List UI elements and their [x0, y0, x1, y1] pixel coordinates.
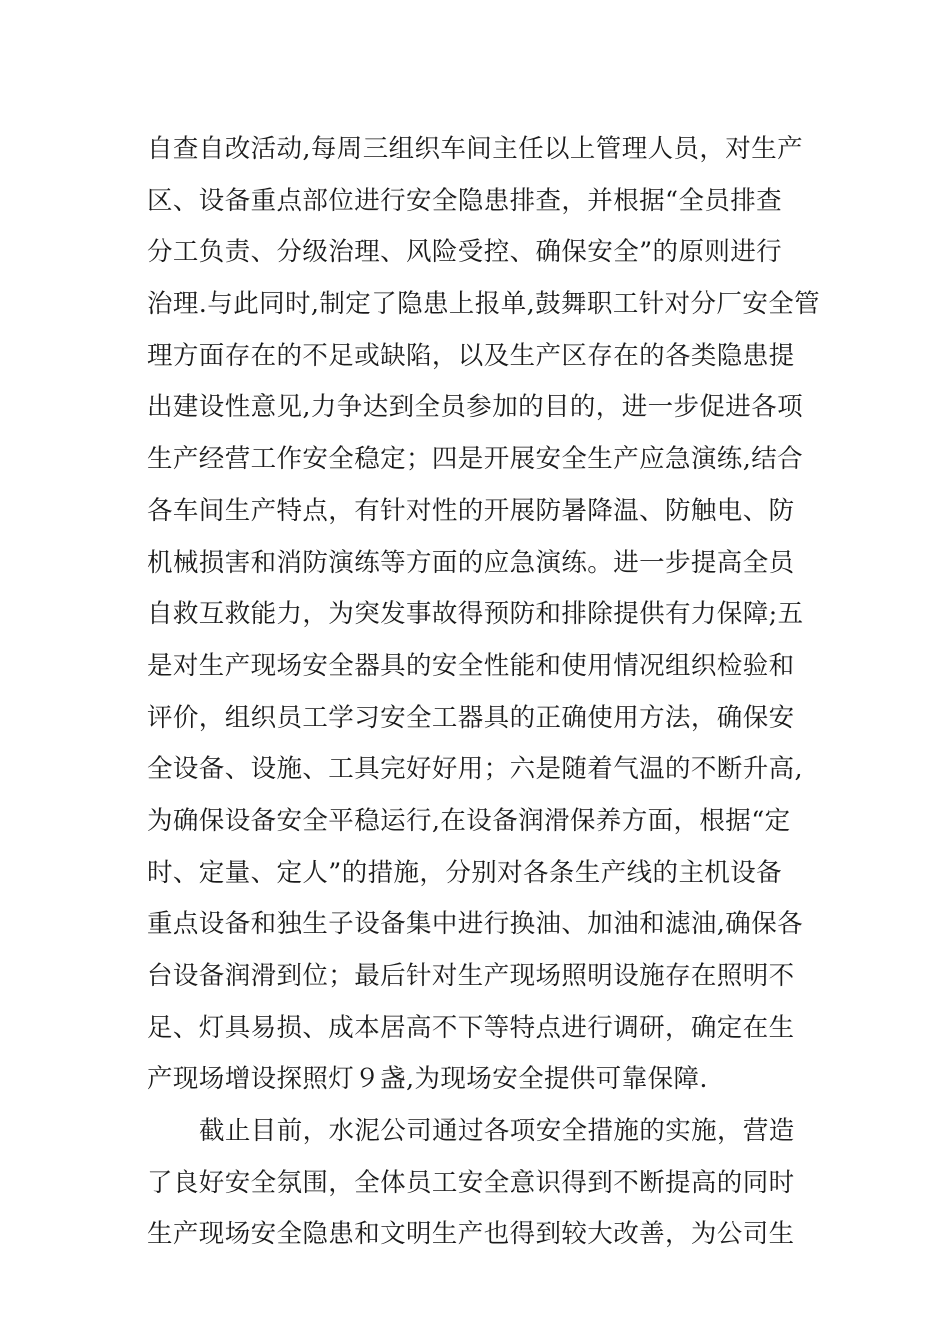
text-line: 治理.与此同时,制定了隐患上报单,鼓舞职工针对分厂安全管 [147, 289, 821, 320]
text-line: 各车间生产特点，有针对性的开展防暑降温、防触电、防 [147, 495, 795, 526]
text-line: 足、灯具易损、成本居高不下等特点进行调研，确定在生 [147, 1012, 795, 1043]
paragraph-first-line: 截止目前，水泥公司通过各项安全措施的实施，营造 [199, 1116, 795, 1147]
text-line: 理方面存在的不足或缺陷，以及生产区存在的各类隐患提 [147, 340, 795, 371]
text-line: 了良好安全氛围，全体员工安全意识得到不断提高的同时 [147, 1167, 795, 1198]
text-line: 出建设性意见,力争达到全员参加的目的，进一步促进各项 [147, 392, 804, 423]
text-line: 区、设备重点部位进行安全隐患排查，并根据“全员排查 [147, 185, 783, 216]
text-line: 产现场增设探照灯９盏,为现场安全提供可靠保障. [147, 1064, 708, 1095]
text-line: 自救互救能力，为突发事故得预防和排除提供有力保障;五 [147, 599, 804, 630]
text-line: 评价，组织员工学习安全工器具的正确使用方法，确保安 [147, 702, 795, 733]
text-line: 自查自改活动,每周三组织车间主任以上管理人员，对生产 [147, 134, 804, 164]
text-line: 分工负责、分级治理、风险受控、确保安全”的原则进行 [147, 237, 783, 268]
text-line: 机械损害和消防演练等方面的应急演练。进一步提高全员 [147, 547, 795, 578]
text-line: 全设备、设施、工具完好好用；六是随着气温的不断升高, [147, 754, 804, 785]
text-line: 重点设备和独生子设备集中进行换油、加油和滤油,确保各 [147, 909, 804, 940]
text-line: 生产现场安全隐患和文明生产也得到较大改善，为公司生 [147, 1219, 795, 1250]
text-line: 台设备润滑到位；最后针对生产现场照明设施存在照明不 [147, 961, 795, 991]
text-line: 生产经营工作安全稳定；四是开展安全生产应急演练,结合 [147, 444, 804, 475]
text-line: 时、定量、定人”的措施，分别对各条生产线的主机设备 [147, 857, 783, 888]
text-line: 是对生产现场安全器具的安全性能和使用情况组织检验和 [147, 650, 795, 681]
text-line: 为确保设备安全平稳运行,在设备润滑保养方面，根据“定 [147, 805, 791, 836]
document-body [147, 124, 827, 1261]
